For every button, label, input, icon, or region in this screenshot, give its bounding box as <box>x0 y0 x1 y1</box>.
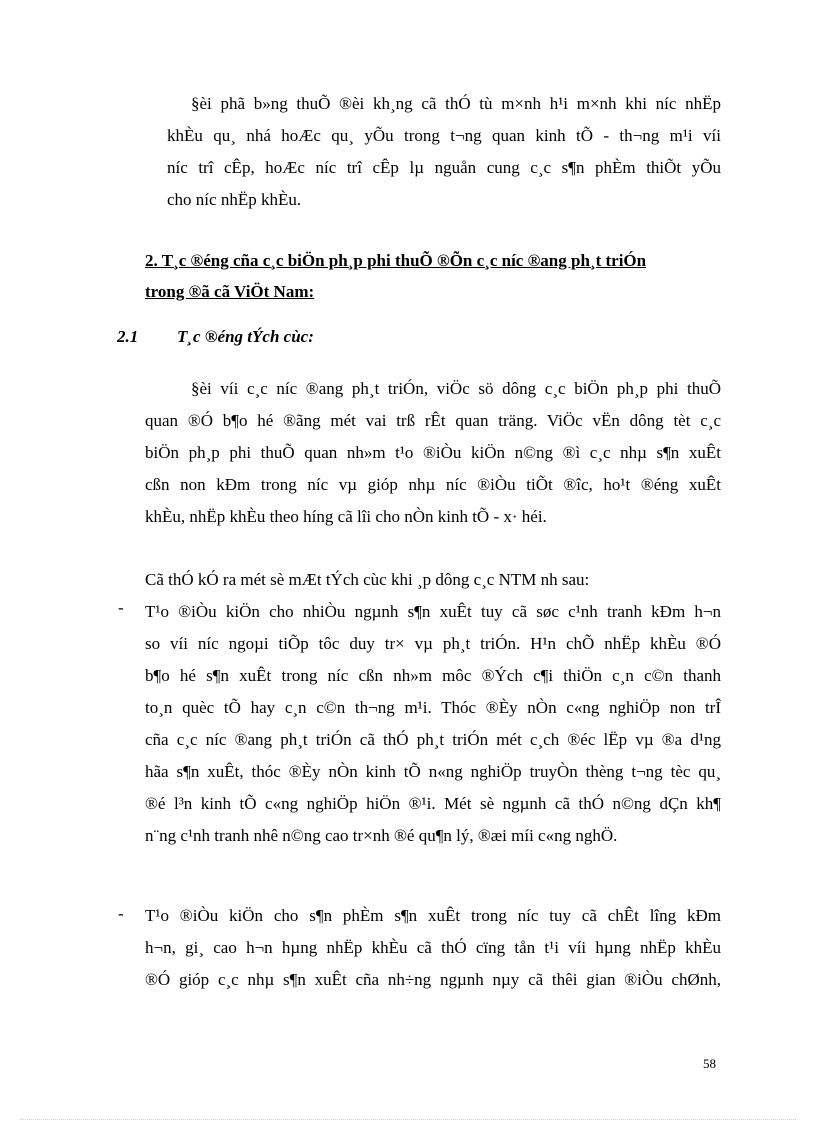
bullet-marker: - <box>118 904 124 923</box>
bullet-item <box>145 900 721 996</box>
page-number: 58 <box>703 1056 716 1071</box>
subsection-title: T¸c ®éng tÝch cùc: <box>177 327 314 346</box>
text-line: cña c¸c níc ®ang ph¸t triÓn cã thÓ ph¸t triÓn mét c¸ch ®éc lËp vµ ®a d¹ng <box>145 730 721 749</box>
heading-line: 2. T¸c ®éng cña c¸c biÖn ph¸p phi thuÕ ®Õn c¸c níc ®ang ph¸t triÓn <box>145 251 647 270</box>
text-line: quan ®Ó b¶o hé ®ãng mét vai trß rÊt quan träng. ViÖc vËn dông tèt c¸c <box>145 411 721 430</box>
text-line: T¹o ®iÒu kiÖn cho nhiÒu ngµnh s¶n xuÊt tuy cã søc c¹nh tranh kÐm h¬n <box>145 602 721 621</box>
text-line: §èi víi c¸c níc ®ang ph¸t triÓn, viÖc sö dông c¸c biÖn ph¸p phi thuÕ <box>191 379 721 398</box>
text-line: Cã thÓ kÓ ra mét sè mÆt tÝch cùc khi ¸p dông c¸c NTM nh sau: <box>145 570 590 589</box>
text-line: cho níc nhËp khÈu. <box>167 190 302 209</box>
text-line: to¸n quèc tÕ hay c¸n c©n th¬ng m¹i. Thóc ®Èy nÒn c«ng nghiÖp non trÎ <box>145 698 721 717</box>
text-line: T¹o ®iÒu kiÖn cho s¶n phÈm s¶n xuÊt trong níc tuy cã chÊt lîng kÐm <box>145 906 721 925</box>
text-line: §èi phã b»ng thuÕ ®èi kh¸ng cã thÓ tù m×nh h¹i m×nh khi níc nhËp <box>191 94 721 113</box>
bullet-marker: - <box>118 598 124 617</box>
paragraph-intro <box>0 373 816 533</box>
subsection-number: 2.1 <box>117 327 139 346</box>
bullet-item <box>145 596 721 852</box>
text-line: ®é l³n kinh tÕ c«ng nghiÖp hiÖn ®¹i. Mét sè ngµnh cã thÓ n©ng dÇn kh¶ <box>145 794 721 813</box>
text-line: so víi níc ngoµi tiÕp tôc duy tr× vµ ph¸t triÓn. H¹n chÕ nhËp khÈu ®Ó <box>145 634 721 653</box>
text-line: biÖn ph¸p phi thuÕ quan nh»m t¹o ®iÒu kiÖn n©ng ®ì c¸c nhµ s¶n xuÊt <box>145 443 721 462</box>
text-line: hãa s¶n xuÊt, thóc ®Èy nÒn kinh tÕ n«ng nghiÖp truyÒn thèng t¬ng tèc qu¸ <box>145 762 721 781</box>
text-line: níc trî cÊp, hoÆc níc trî cÊp lµ nguån cung c¸c s¶n phÈm thiÕt yÕu <box>167 158 721 177</box>
section-heading <box>145 245 765 307</box>
text-line: ®Ó gióp c¸c nhµ s¶n xuÊt cña nh÷ng ngµnh nµy cã thêi gian ®iÒu chØnh, <box>145 970 721 989</box>
text-line: khÈu qu¸ nhá hoÆc qu¸ yÕu trong t¬ng quan kinh tÕ - th¬ng m¹i víi <box>167 126 721 145</box>
text-line: cßn non kÐm trong níc vµ gióp nhµ níc ®iÒu tiÕt ®îc, ho¹t ®éng xuÊt <box>145 475 721 494</box>
heading-line: trong ®ã cã ViÖt Nam: <box>145 282 315 301</box>
paragraph-top <box>0 88 816 216</box>
page-bottom-border <box>20 1119 796 1120</box>
text-line: n¨ng c¹nh tranh nhê n©ng cao tr×nh ®é qu¶n lý, ®æi míi c«ng nghÖ. <box>145 826 618 845</box>
paragraph-lead <box>145 564 725 596</box>
text-line: h¬n, gi¸ cao h¬n hµng nhËp khÈu cã thÓ cïng tån t¹i víi hµng nhËp khÈu <box>145 938 721 957</box>
text-line: khÈu, nhËp khÈu theo híng cã lîi cho nÒn kinh tÕ - x· héi. <box>145 507 547 526</box>
text-line: b¶o hé s¶n xuÊt trong níc cßn nh»m môc ®Ých c¶i thiÖn c¸n c©n thanh <box>145 666 721 685</box>
